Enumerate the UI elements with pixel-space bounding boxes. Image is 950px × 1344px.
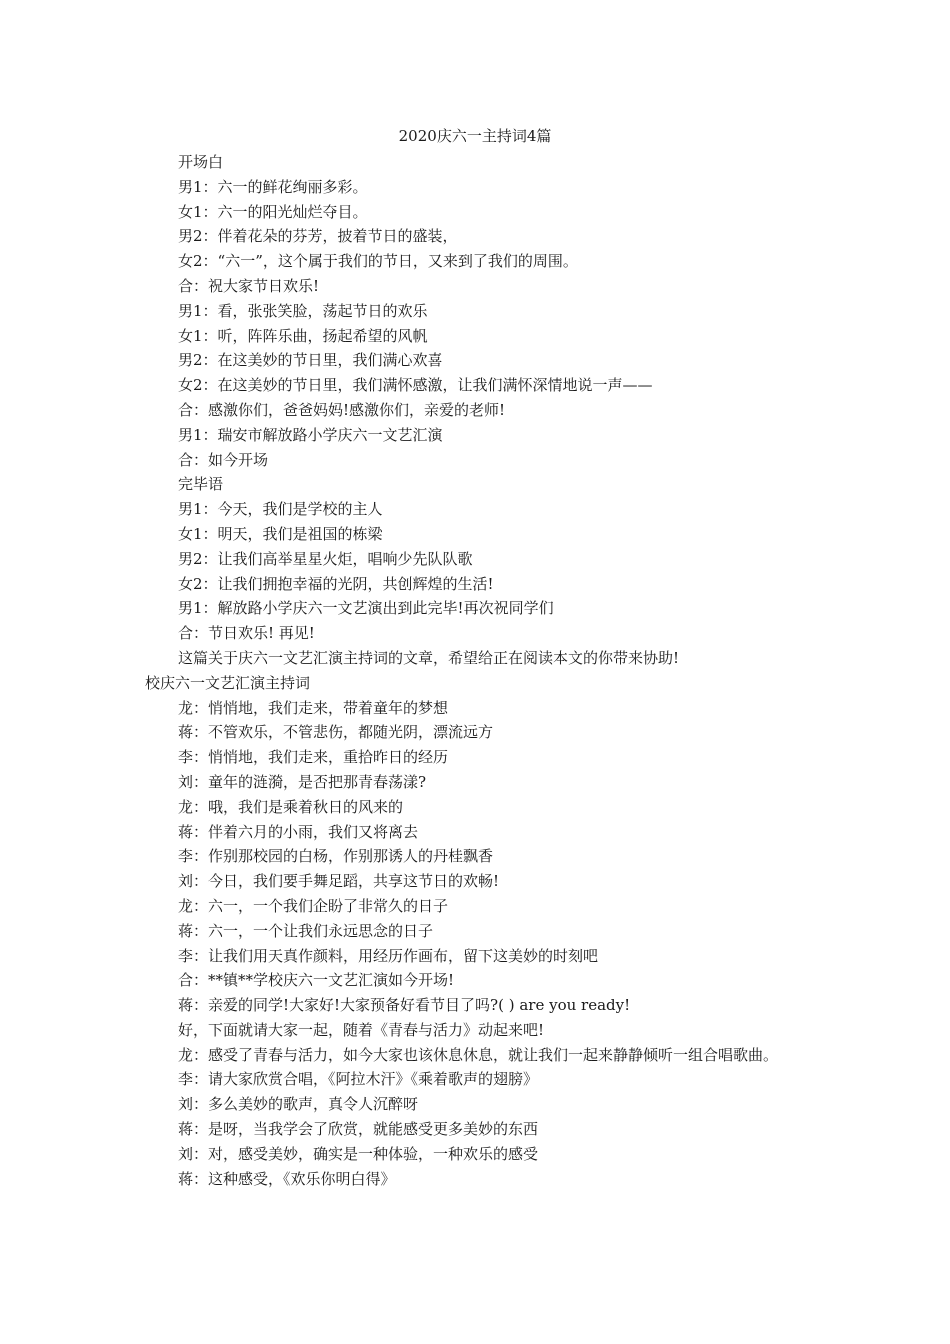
- text-line: 男1：解放路小学庆六一文艺演出到此完毕!再次祝同学们: [178, 599, 554, 618]
- text-line: 合：感激你们，爸爸妈妈!感激你们，亲爱的老师!: [178, 400, 506, 419]
- text-line: 女2：让我们拥抱幸福的光阴，共创辉煌的生活!: [178, 574, 494, 593]
- text-line: 男2：在这美妙的节日里，我们满心欢喜: [178, 351, 443, 370]
- text-line: 男1：今天，我们是学校的主人: [178, 500, 383, 519]
- text-line: 蒋：是呀，当我学会了欣赏，就能感受更多美妙的东西: [178, 1120, 539, 1139]
- text-line: 好，下面就请大家一起，随着《青春与活力》动起来吧!: [178, 1020, 545, 1039]
- text-line: 李：作别那校园的白杨，作别那诱人的丹桂飘香: [178, 847, 494, 866]
- text-line: 刘：对，感受美妙，确实是一种体验，一种欢乐的感受: [178, 1144, 539, 1163]
- text-line: 女1：六一的阳光灿烂夺目。: [178, 202, 368, 221]
- text-line: 女1：明天，我们是祖国的栋梁: [178, 524, 383, 543]
- text-line: 蒋：不管欢乐，不管悲伤，都随光阴，漂流远方: [178, 723, 494, 742]
- text-line: 完毕语: [178, 475, 224, 494]
- text-line: 男2：让我们高举星星火炬，唱响少先队队歌: [178, 549, 473, 568]
- text-line: 这篇关于庆六一文艺汇演主持词的文章，希望给正在阅读本文的你带来协助!: [178, 648, 680, 667]
- text-line: 龙：六一，一个我们企盼了非常久的日子: [178, 896, 449, 915]
- text-line: 合：祝大家节日欢乐!: [178, 276, 320, 295]
- text-line: 男1：瑞安市解放路小学庆六一文艺汇演: [178, 425, 443, 444]
- text-line: 女2：“六一”，这个属于我们的节日，又来到了我们的周围。: [178, 252, 578, 271]
- text-line: 龙：哦，我们是乘着秋日的风来的: [178, 797, 404, 816]
- text-line: 蒋：亲爱的同学!大家好!大家预备好看节目了吗?( ) are you ready!: [178, 996, 631, 1015]
- text-line: 女1：听，阵阵乐曲，扬起希望的风帆: [178, 326, 428, 345]
- text-line: 刘：多么美妙的歌声，真令人沉醉呀: [178, 1095, 419, 1114]
- text-line: 蒋：这种感受，《欢乐你明白得》: [178, 1169, 396, 1188]
- text-line: 龙：感受了青春与活力，如今大家也该休息休息，就让我们一起来静静倾听一组合唱歌曲。: [178, 1045, 779, 1064]
- document-title: 2020庆六一主持词4篇: [398, 127, 552, 145]
- text-line: 蒋：伴着六月的小雨，我们又将离去: [178, 822, 419, 841]
- text-line: 李：请大家欣赏合唱，《阿拉木汗》《乘着歌声的翅膀》: [178, 1070, 539, 1089]
- text-line: 李：悄悄地，我们走来，重拾昨日的经历: [178, 748, 449, 767]
- text-line: 男1：看，张张笑脸，荡起节日的欢乐: [178, 301, 428, 320]
- text-line: 校庆六一文艺汇演主持词: [145, 673, 311, 692]
- text-line: 合：节日欢乐! 再见!: [178, 624, 315, 643]
- text-line: 蒋：六一，一个让我们永远思念的日子: [178, 921, 434, 940]
- text-line: 男1：六一的鲜花绚丽多彩。: [178, 177, 368, 196]
- text-line: 刘：今日，我们要手舞足蹈，共享这节日的欢畅!: [178, 872, 500, 891]
- text-line: 龙：悄悄地，我们走来，带着童年的梦想: [178, 698, 449, 717]
- text-line: 李：让我们用天真作颜料，用经历作画布，留下这美妙的时刻吧: [178, 946, 599, 965]
- text-line: 男2：伴着花朵的芬芳，披着节日的盛装，: [178, 227, 458, 246]
- document-body: [145, 150, 815, 1191]
- text-line: 合：**镇**学校庆六一文艺汇演如今开场!: [178, 971, 455, 990]
- text-line: 刘：童年的涟漪，是否把那青春荡漾?: [178, 772, 427, 791]
- text-line: 合：如今开场: [178, 450, 269, 469]
- text-line: 女2：在这美妙的节日里，我们满怀感激，让我们满怀深情地说一声——: [178, 376, 653, 395]
- text-line: 开场白: [178, 153, 224, 171]
